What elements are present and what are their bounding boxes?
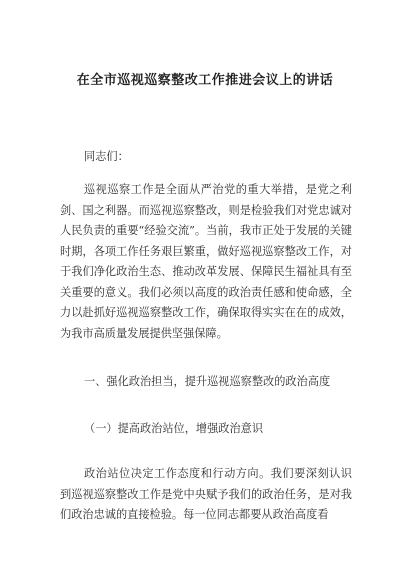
salutation: 同志们： xyxy=(84,150,129,163)
document-title: 在全市巡视巡察整改工作推进会议上的讲话 xyxy=(76,73,334,88)
body-paragraph-2: 政治站位决定工作态度和行动方向。我们要深刻认识到巡视巡察整改工作是党中央赋予我们的政治任务，是对我们政治忠诚的直接检验。每一位同志都要从政治高度看 xyxy=(60,467,352,521)
body-paragraph-1: 巡视巡察工作是全面从严治党的重大举措，是党之利剑、国之利器。而巡视巡察整改，则是检验我们对党忠诚对人民负责的重要“经验交流”。当前，我市正处于发展的关键时期，各项工作任务艰巨繁重，做好巡视巡察整改工作，对于我们净化政治生态、推动改革发展、保障民生福祉具有至关重要的意义。我们必须以高度的政治责任感和使命感，全力以赴抓好巡视巡察整改工作，确保取得实实在在的成效，为我市高质量发展提供坚强保障。 xyxy=(60,183,352,340)
subsection-heading-1: （一）提高政治站位，增强政治意识 xyxy=(84,422,264,435)
section-heading-1: 一、强化政治担当，提升巡视巡察整改的政治高度 xyxy=(84,375,331,388)
